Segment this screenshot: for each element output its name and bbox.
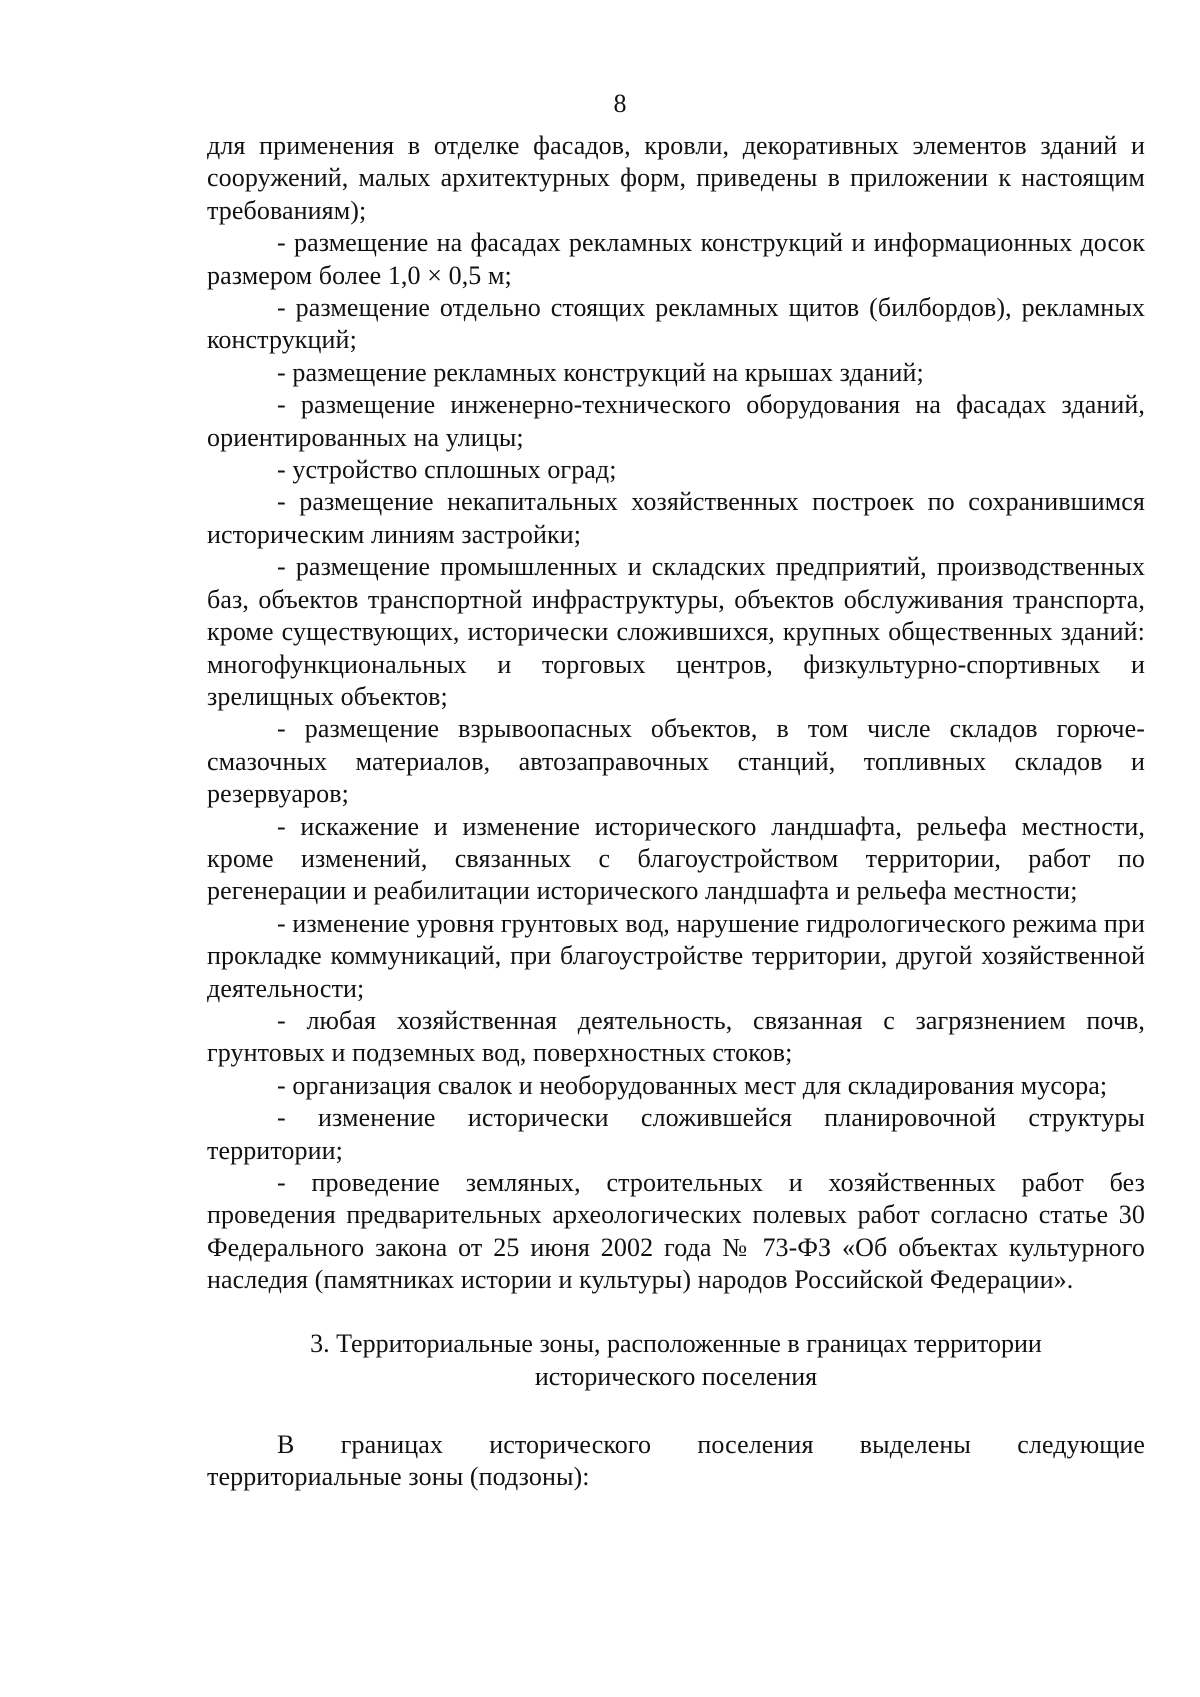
list-item-landfills: - организация свалок и необорудованных мест для складирования мусора; [277, 1070, 1108, 1100]
list-item-engineering-equipment: - размещение инженерно-технического оборудования на фасадах зданий, ориентированных на улицы; [207, 390, 1145, 452]
list-item-solid-fences: - устройство сплошных оград; [277, 455, 617, 485]
list-item-advertising-facades: - размещение на фасадах рекламных конструкций и информационных досок размером более 1,0 × 0,5 м; [207, 228, 1145, 290]
list-item-temporary-structures: - размещение некапитальных хозяйственных построек по сохранившимся историческим линиям застройки; [207, 487, 1145, 549]
list-item-industrial-enterprises: - размещение промышленных и складских предприятий, производственных баз, объектов транспортной инфраструктуры, объектов обслуживания транспорта, кроме существующих, исторически сложившихся, крупных общественных зданий: многофункциональных и торговых центров, физкультурно-спортивных и зрелищных объектов; [207, 552, 1145, 711]
list-item-earthworks: - проведение земляных, строительных и хозяйственных работ без проведения предварительных археологических полевых работ согласно статье 30 Федерального закона от 25 июня 2002 года № 73-ФЗ «Об объектах культурного наследия (памятниках истории и культуры) народов Российской Федерации». [207, 1168, 1145, 1295]
list-item-landscape-distortion: - искажение и изменение исторического ландшафта, рельефа местности, кроме изменений, связанных с благоустройством территории, работ по регенерации и реабилитации исторического ландшафта и рельефа местности; [207, 811, 1145, 906]
section-heading-line-2: исторического поселения [534, 1361, 818, 1391]
list-item-rooftop-advertising: - размещение рекламных конструкций на крышах зданий; [277, 357, 924, 387]
list-item-explosive-objects: - размещение взрывоопасных объектов, в том числе складов горюче-смазочных материалов, автозаправочных станций, топливных складов и резервуаров; [207, 714, 1145, 809]
document-body [207, 130, 1145, 1493]
list-item-billboards: - размещение отдельно стоящих рекламных щитов (билбордов), рекламных конструкций; [207, 293, 1145, 355]
page-number: 8 [613, 89, 627, 118]
section-heading [207, 1327, 1145, 1393]
list-item-soil-pollution: - любая хозяйственная деятельность, связанная с загрязнением почв, грунтовых и подземных вод, поверхностных стоков; [207, 1005, 1145, 1068]
list-item-planning-structure: - изменение исторически сложившейся планировочной структуры территории; [207, 1103, 1145, 1165]
paragraph-continuation: для применения в отделке фасадов, кровли, декоративных элементов зданий и сооружений, малых архитектурных форм, приведены в приложении к настоящим требованиям); [207, 131, 1145, 225]
section-heading-line-1: 3. Территориальные зоны, расположенные в границах территории [310, 1328, 1042, 1358]
closing-paragraph: В границах исторического поселения выделены следующие территориальные зоны (подзоны): [207, 1429, 1145, 1492]
list-item-groundwater: - изменение уровня грунтовых вод, нарушение гидрологического режима при прокладке коммуникаций, при благоустройстве территории, другой хозяйственной деятельности; [207, 908, 1145, 1003]
